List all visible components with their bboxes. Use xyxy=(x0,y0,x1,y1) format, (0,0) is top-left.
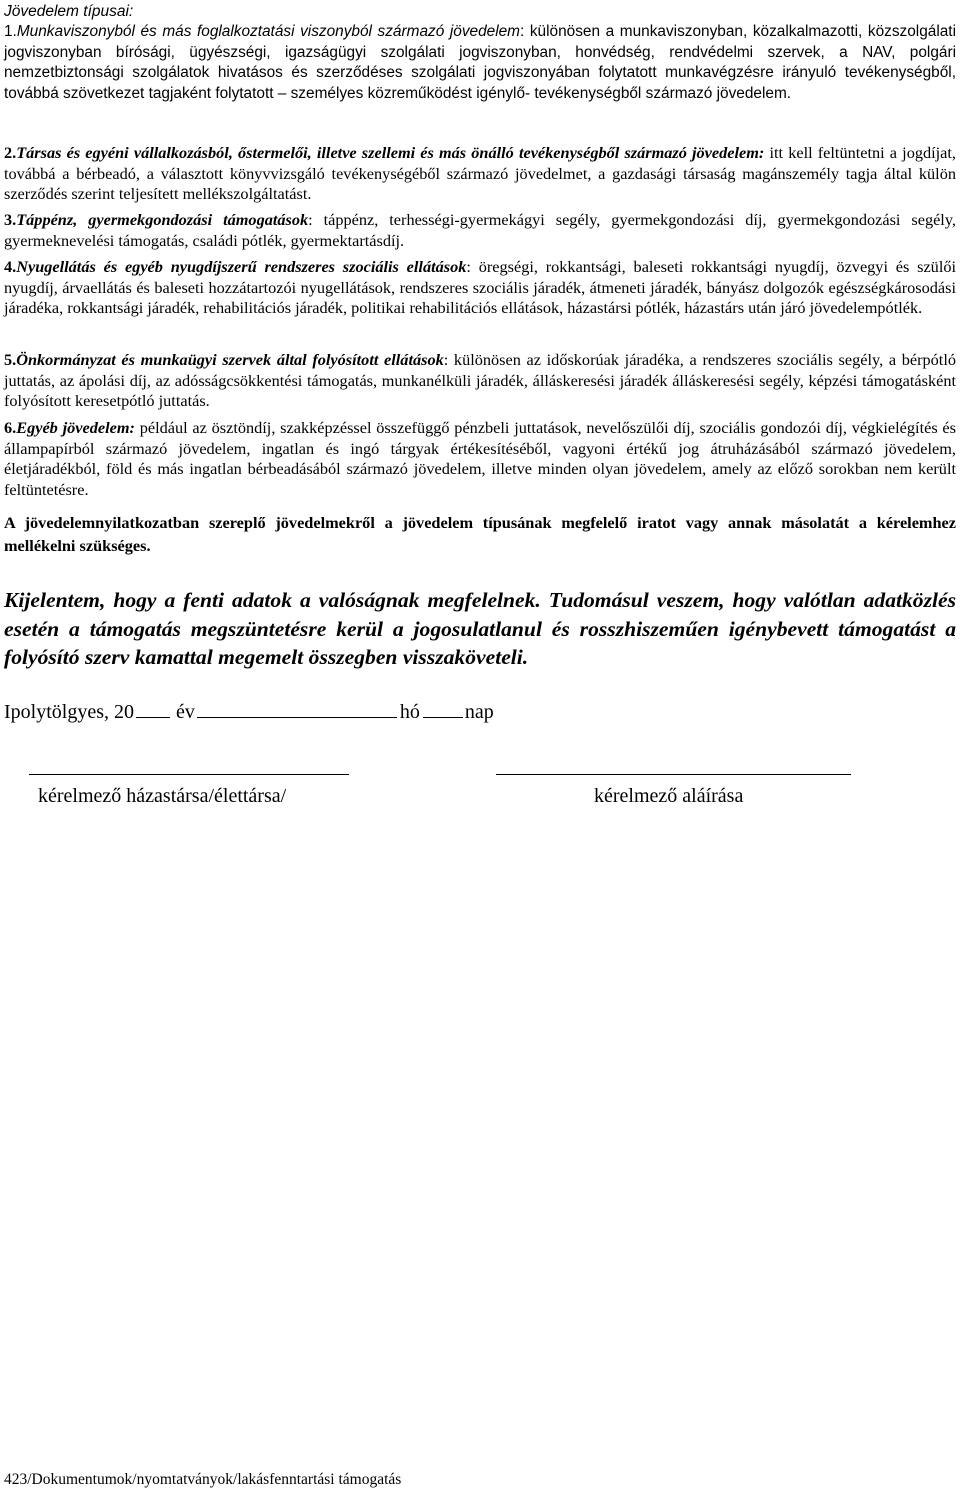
item-text: : különösen a munkaviszonyban, közalkalmazotti, közszolgálati jogviszonyban bírósági, ügyészségi, igazságügyi szolgálati jogviszonyban, honvédség, rendvédelmi szervek, a NAV, polgári nemzetbiztonsági szolgálatok hivatásos és szerződéses szolgálati jogviszonyában folytatott munkavégzésre irányuló tevékenységből, továbbá szövetkezet tagjaként folytatott – személyes közreműködést igénylő- tevékenységből származó jövedelem. xyxy=(4,23,956,102)
item-title: Önkormányzat és munkaügyi szervek által folyósított ellátások xyxy=(16,350,444,369)
declaration-statement: Kijelentem, hogy a fenti adatok a valóságnak megfelelnek. Tudomásul veszem, hogy valótlan adatközlés esetén a támogatás megszüntetésre kerül a jogosulatlanul és rosszhiszeműen igénybevett támogatást a folyósító szerv kamattal megemelt összegben visszaköveteli. xyxy=(4,588,956,669)
spouse-signature-line[interactable] xyxy=(29,774,349,775)
date-line xyxy=(4,698,494,725)
income-type-4 xyxy=(4,257,956,319)
day-label: nap xyxy=(464,701,494,723)
spouse-signature-label: kérelmező házastársa/élettársa/ xyxy=(38,785,287,807)
item-title: Táppénz, gyermekgondozási támogatások xyxy=(16,210,309,229)
month-blank-field[interactable] xyxy=(197,698,397,718)
item-title: Társas és egyéni vállalkozásból, őstermelői, illetve szellemi és más önálló tevékenységből származó jövedelem: xyxy=(16,143,765,162)
item-text: például az ösztöndíj, szakképzéssel összefüggő pénzbeli juttatások, nevelőszülői díj, szociális gondozói díj, végkielégítés és állampapírból származó jövedelem, ingatlan és ingó tárgyak értékesítéséből, vagyoni értékű jog átruházásából származó jövedelem, életjáradékból, föld és más ingatlan bérbeadásából származó jövedelem, illetve minden olyan jövedelem, amely az előző sorokban nem került feltüntetésre. xyxy=(4,418,956,499)
item-title: Munkaviszonyból és más foglalkoztatási viszonyból származó jövedelem xyxy=(16,23,520,40)
year-blank-field[interactable] xyxy=(136,698,170,718)
month-label: hó xyxy=(399,701,420,723)
item-number: 4. xyxy=(4,257,17,276)
document-footer-path: 423/Dokumentumok/nyomtatványok/lakásfenntartási támogatás xyxy=(4,1471,402,1488)
attachment-notice: A jövedelemnyilatkozatban szereplő jövedelmekről a jövedelem típusának megfelelő iratot vagy annak másolatát a kérelemhez mellékelni szükséges. xyxy=(4,513,956,555)
applicant-signature-line[interactable] xyxy=(496,774,851,775)
year-label: év xyxy=(176,701,195,723)
item-title: Egyéb jövedelem: xyxy=(16,418,135,437)
income-type-5 xyxy=(4,350,956,412)
income-types-heading: Jövedelem típusai: xyxy=(4,3,134,20)
item-number: 2. xyxy=(4,143,17,162)
income-type-2 xyxy=(4,143,956,205)
applicant-signature-label: kérelmező aláírása xyxy=(594,785,744,807)
income-type-6 xyxy=(4,418,956,500)
income-type-3 xyxy=(4,210,956,251)
item-text: : táppénz, terhességi-gyermekágyi segély, gyermekgondozási díj, gyermekgondozási segély, gyermeknevelési támogatás, családi pótlék, gyermektartásdíj. xyxy=(4,210,956,250)
item-number: 5. xyxy=(4,350,17,369)
item-number: 3. xyxy=(4,210,17,229)
item-number: 6. xyxy=(4,418,17,437)
item-text: : különösen az időskorúak járadéka, a rendszeres szociális segély, a bérpótló juttatás, az ápolási díj, az adósságcsökkentési támogatás, munkanélküli járadék, álláskeresési járadék álláskeresési segély, képzési támogatásként folyósított keresetpótló juttatás. xyxy=(4,350,956,410)
item-number: 1. xyxy=(4,23,17,40)
item-text: itt kell feltüntetni a jogdíjat, továbbá a bérbeadó, a választott könyvvizsgáló tevékenységéből származó jövedelmet, a gazdasági társaság magánszemély tagja által külön szerződés szerint teljesített mellékszolgáltatást. xyxy=(4,143,956,203)
income-type-1 xyxy=(4,22,956,104)
day-blank-field[interactable] xyxy=(423,698,463,718)
place-year-label: Ipolytölgyes, 20 xyxy=(4,701,134,723)
item-title: Nyugellátás és egyéb nyugdíjszerű rendszeres szociális ellátások xyxy=(16,257,467,276)
item-text: : öregségi, rokkantsági, baleseti rokkantsági nyugdíj, özvegyi és szülői nyugdíj, árvaellátás és baleseti hozzátartozói nyugellátások, rendszeres szociális járadék, átmeneti járadék, bányász dolgozók egészségkárosodási járadéka, rokkantsági járadék, rehabilitációs járadék, politikai rehabilitációs ellátások, házastársi pótlék, házastárs után járó jövedelempótlék. xyxy=(4,257,957,317)
